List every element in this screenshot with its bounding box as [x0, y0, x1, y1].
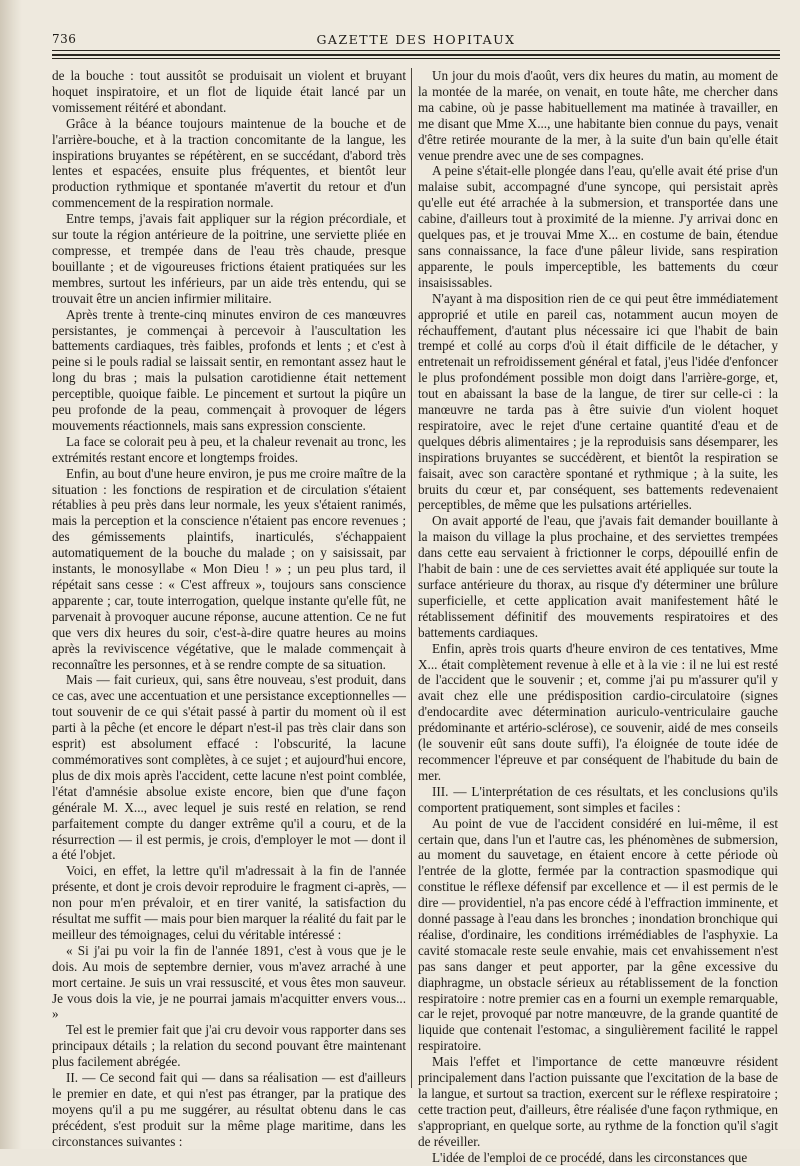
paragraph: Entre temps, j'avais fait appliquer sur la région précordiale, et sur toute la région antérieure de la poitrine, une serviette pliée en compresse, et trempée dans de l'eau très chaude, presque bouillante ; et de vigoureuses frictions étaient pratiquées sur les membres, surtout les inférieurs, par un aide très entendu, qui se trouvait être un ancien infirmier militaire. [52, 211, 406, 306]
left-column [52, 68, 406, 1149]
page-spine-shadow [0, 0, 22, 1149]
paragraph: Au point de vue de l'accident considéré en lui-même, il est certain que, dans l'un et l'autre cas, les phénomènes de submersion, au moment du sauvetage, en étaient encore à cette période où l'entrée de la glotte, fermée par la contraction spasmodique qui constitue le réflexe défensif par excellence et — il est permis de le dire — providentiel, n'a pas encore cédé à l'effraction imminente, et donné passage à l'eau dans les bronches ; inondation bronchique qui réalise, d'ordinaire, les conditions irrémédiables de l'asphyxie. La cavité stomacale reste seule envahie, mais cet envahissement n'est pas sans danger et peut apporter, par la gêne excessive du diaphragme, un obstacle sérieux au rétablissement de la fonction respiratoire : notre premier cas en a fourni un exemple remarquable, car le rejet, provoqué par notre manœuvre, de la grande quantité de liquide que contenait l'estomac, a singulièrement facilité le rappel respiratoire. [418, 815, 778, 1054]
paragraph: Mais l'effet et l'importance de cette manœuvre résident principalement dans l'action puissante que l'excitation de la base de la langue, et surtout sa traction, exercent sur le réflexe respiratoire ; cette traction peut, d'ailleurs, être réalisée d'une façon rythmique, en s'appropriant, en quelque sorte, au rythme de la fonction qu'il s'agit de réveiller. [418, 1054, 778, 1149]
journal-title: GAZETTE DES HOPITAUX [316, 32, 516, 47]
right-column [418, 68, 778, 1165]
page-number: 736 [52, 32, 77, 46]
paragraph: Un jour du mois d'août, vers dix heures du matin, au moment de la montée de la marée, on venait, en toute hâte, me chercher dans ma cabine, où je passe habituellement ma matinée à travailler, en me disant que Mme X..., une habitante bien connue du pays, venait d'être retirée mourante de la mer, à la suite d'un bain qu'elle était venue prendre avec une de ses compagnes. [418, 68, 778, 163]
paragraph: Tel est le premier fait que j'ai cru devoir vous rapporter dans ses principaux détails ; la relation du second pouvant être maintenant plus facilement abrégée. [52, 1022, 406, 1070]
header-rule-top [52, 50, 780, 51]
paragraph: Enfin, après trois quarts d'heure environ de ces tentatives, Mme X... était complètement revenue à elle et à la vie : il ne lui est resté de l'accident que le souvenir ; et, comme j'ai pu m'assurer qu'il y avait chez elle une prédisposition cardio-circulatoire (signes d'endocardite avec détermination auriculo-ventriculaire gauche prédominante et artério-sclérose), ce souvenir, aidé de mes conseils (le souvenir eût sans doute suffi), l'a éloignée de toute idée de recommencer l'épreuve et par conséquent de l'habitude du bain de mer. [418, 640, 778, 783]
paragraph: Mais — fait curieux, qui, sans être nouveau, s'est produit, dans ce cas, avec une accentuation et une persistance exceptionnelles — tout souvenir de ce qui s'était passé à partir du moment où il est parti à la pêche (et encore le départ n'est-il pas très clair dans son esprit) est absolument effacé : l'obscurité, la lacune commémoratives sont complètes, à ce sujet ; et aujourd'hui encore, plus de dix mois après l'accident, cette lacune n'est point comblée, l'état d'amnésie absolue existe encore, bien que d'une façon générale M. X..., avec lequel je suis resté en relation, se rend parfaitement compte du danger extrême qu'il a couru, et de la résurrection — il est permis, je crois, d'employer le mot — dont il a été l'objet. [52, 672, 406, 863]
header-rule-bottom [52, 58, 780, 59]
header-rule-middle [52, 54, 780, 56]
paragraph: La face se colorait peu à peu, et la chaleur revenait au tronc, les extrémités restant encore et longtemps froides. [52, 433, 406, 465]
paragraph: N'ayant à ma disposition rien de ce qui peut être immédiatement approprié et utile en pareil cas, notamment aucun moyen de réchauffement, d'autant plus nécessaire ici que l'habit de bain trempé et collé au corps d'où il était difficile de le détacher, y entretenait un refroidissement général et fatal, j'eus l'idée d'enfoncer le plus profondément possible mon doigt dans l'arrière-gorge, et, tout en abaissant la base de la langue, de tirer sur celle-ci : la manœuvre ne tarda pas à être suivie d'un violent hoquet respiratoire, avec le rejet d'une certaine quantité d'eau et de quelques débris alimentaires ; je la reproduisis sans désemparer, les inspirations bruyantes se succédèrent, et bientôt la respiration se faisait, avec son caractère spontané et rythmique ; à la suite, les bruits du cœur et, par conséquent, ses battements redevenaient perceptibles, de même que les pulsations artérielles. [418, 290, 778, 513]
section-paragraph: II. — Ce second fait qui — dans sa réalisation — est d'ailleurs le premier en date, et qui n'est pas étranger, par la pratique des moyens qu'il a pu me suggérer, au résultat obtenu dans le cas précédent, s'est produit sur la même plage maritime, dans les circonstances suivantes : [52, 1070, 406, 1149]
section-paragraph: III. — L'interprétation de ces résultats, et les conclusions qu'ils comportent pratiquement, sont simples et faciles : [418, 783, 778, 815]
paragraph: Voici, en effet, la lettre qu'il m'adressait à la fin de l'année présente, et dont je crois devoir reproduire le fragment ci-après, — non pour m'en prévaloir, et en tirer vanité, la satisfaction du résultat me suffit — mais pour bien marquer la réalité du fait par le meilleur des témoignages, celui du véritable intéressé : [52, 863, 406, 942]
column-divider [411, 68, 412, 1088]
paragraph: L'idée de l'emploi de ce procédé, dans les circonstances que [432, 1149, 748, 1165]
paragraph: Enfin, au bout d'une heure environ, je pus me croire maître de la situation : les fonctions de respiration et de circulation s'étaient rétablies à peu près dans leur normale, les yeux s'étaient ranimés, mais la perception et la conscience n'étaient pas encore revenues ; des gémissements plaintifs, inarticulés, s'échappaient automatiquement de la bouche du malade ; on y saisissait, par instants, le monosyllabe « Mon Dieu ! » ; un peu plus tard, il répétait sans cesse : « C'est affreux », toujours sans conscience apparente ; car, toute interrogation, quelque instante qu'elle fût, ne parvenait à provoquer aucune réponse, aucune attention. Ce ne fut que vers dix heures du soir, c'est-à-dire quatre heures au moins après la reviviscence végétative, que le malade commençait à reconnaître les personnes, et à se rendre compte de sa situation. [52, 465, 406, 672]
paragraph: Grâce à la béance toujours maintenue de la bouche et de l'arrière-bouche, et à la traction concomitante de la langue, les inspirations bruyantes se répétèrent, en se succédant, d'abord très lentes et espacées, ensuite plus fréquentes, et bientôt leur production rythmique et spontanée m'avertit du retour et d'un commencement de la respiration normale. [52, 115, 406, 211]
page-header [52, 30, 780, 50]
paragraph: Après trente à trente-cinq minutes environ de ces manœuvres persistantes, je commençai à percevoir à l'auscultation les battements cardiaques, très faibles, profonds et lents ; et c'est à peine si le pouls radial se laissait sentir, en remontant assez haut le long du bras ; mais la pulsation carotidienne était nettement perceptible, quoique faible. Le pincement et surtout la piqûre un peu profonde de la peau, commençait à provoquer de légers mouvements réactionnels, mais sans expression consciente. [52, 306, 406, 433]
paragraph: de la bouche : tout aussitôt se produisait un violent et bruyant hoquet inspiratoire, et un flot de liquide était lancé par un vomissement réitéré et abondant. [52, 68, 406, 115]
letter-quote: « Si j'ai pu voir la fin de l'année 1891, c'est à vous que je le dois. Au mois de septembre dernier, vous m'avez arraché à une mort certaine. Je suis un vrai ressuscité, et vous êtes mon sauveur. Je vous dois la vie, je ne pourrai jamais m'acquitter envers vous... » [52, 942, 406, 1022]
paragraph: A peine s'était-elle plongée dans l'eau, qu'elle avait été prise d'un malaise subit, accompagné d'une syncope, qui persistait après qu'elle eut été arrachée à la submersion, et transportée dans une cabine, d'ailleurs tout à proximité de la mienne. J'y arrivai donc en quelques pas, et je trouvai Mme X... en costume de bain, étendue sans connaissance, la face d'une pâleur livide, sans respiration apparente, le pouls imperceptible, les battements du cœur insaisissables. [418, 163, 778, 290]
paragraph: On avait apporté de l'eau, que j'avais fait demander bouillante à la maison du village la plus prochaine, et des serviettes trempées dans cette eau servaient à frictionner le corps, dépouillé enfin de l'habit de bain : une de ces serviettes avait été appliquée sur toute la surface antérieure du thorax, au risque d'y déterminer une brûlure superficielle, et cette application avait manifestement hâté le rétablissement définitif des mouvements respiratoires et des battements cardiaques. [418, 513, 778, 640]
